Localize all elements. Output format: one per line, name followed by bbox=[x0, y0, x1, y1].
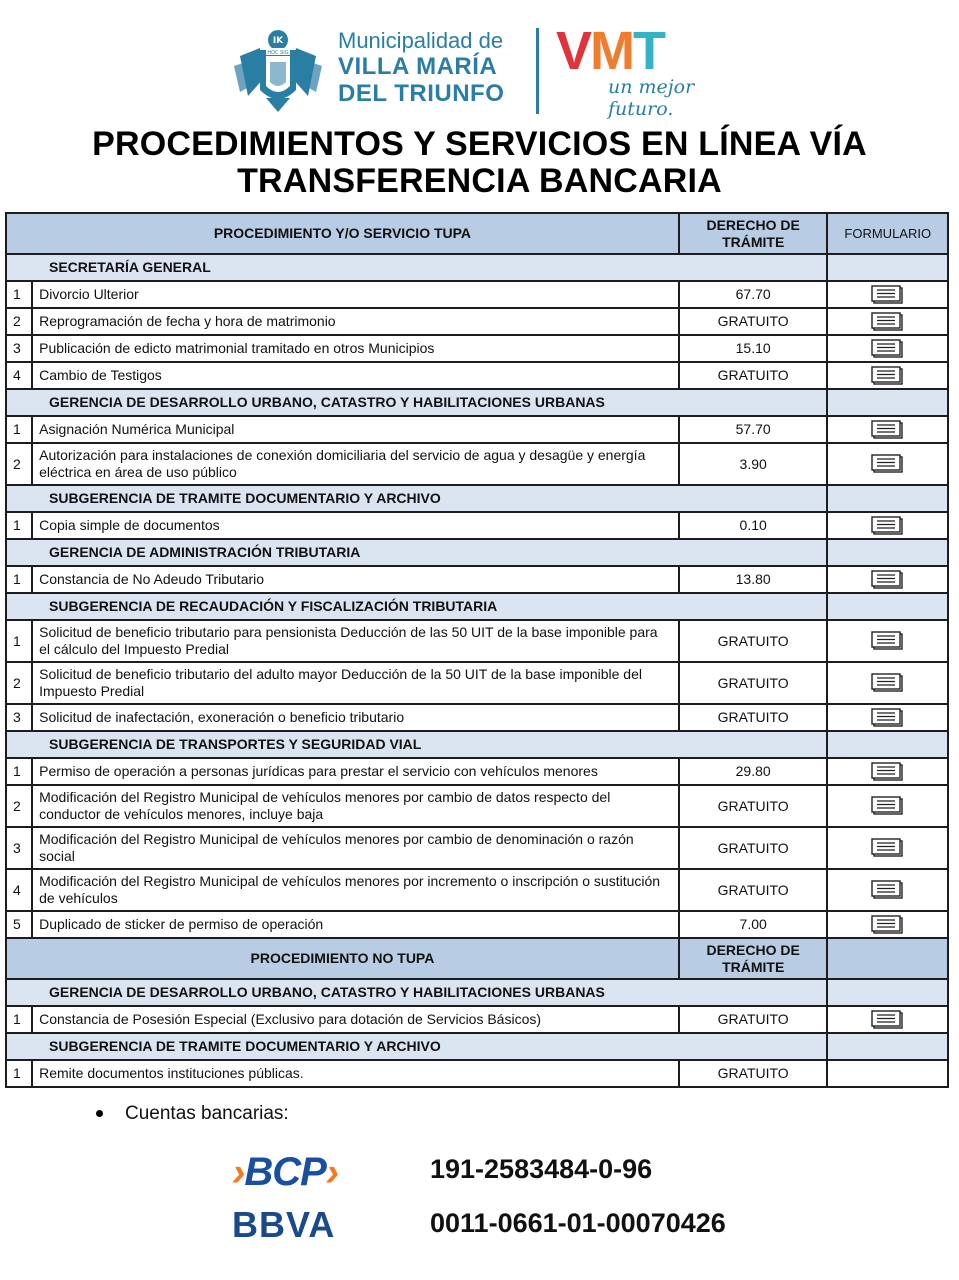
table-row bbox=[6, 335, 948, 362]
form-document-icon[interactable] bbox=[871, 570, 905, 586]
section-form-cell bbox=[827, 389, 948, 416]
table-row bbox=[6, 308, 948, 335]
bbva-logo-text: BBVA bbox=[232, 1204, 336, 1245]
row-form-cell bbox=[827, 758, 948, 785]
section-form-cell bbox=[827, 731, 948, 758]
section-row bbox=[6, 979, 948, 1006]
row-description: Solicitud de inafectación, exoneración o beneficio tributario bbox=[32, 704, 679, 731]
table-row bbox=[6, 620, 948, 662]
row-number: 1 bbox=[6, 758, 32, 785]
page-title bbox=[0, 126, 959, 200]
section-title: SUBGERENCIA DE TRAMITE DOCUMENTARIO Y ARCHIVO bbox=[6, 485, 827, 512]
form-document-icon[interactable] bbox=[871, 339, 905, 355]
row-form-cell bbox=[827, 512, 948, 539]
row-form-cell bbox=[827, 362, 948, 389]
bcp-account-number: 191-2583484-0-96 bbox=[430, 1154, 653, 1184]
form-document-icon[interactable] bbox=[871, 881, 905, 897]
title-line-1: PROCEDIMIENTOS Y SERVICIOS EN LÍNEA VÍA bbox=[92, 125, 867, 163]
table-row bbox=[6, 443, 948, 485]
row-fee: GRATUITO bbox=[679, 785, 828, 827]
form-document-icon[interactable] bbox=[871, 632, 905, 648]
bbva-logo-icon bbox=[232, 1204, 335, 1246]
row-form-cell bbox=[827, 662, 948, 704]
table-row bbox=[6, 704, 948, 731]
table-row bbox=[6, 911, 948, 938]
row-number: 1 bbox=[6, 512, 32, 539]
section-title: SUBGERENCIA DE RECAUDACIÓN Y FISCALIZACIÓN TRIBUTARIA bbox=[6, 593, 827, 620]
bank-row-bcp bbox=[232, 1150, 792, 1196]
row-fee: 29.80 bbox=[679, 758, 828, 785]
section-row bbox=[6, 1033, 948, 1060]
table-row bbox=[6, 662, 948, 704]
table-row bbox=[6, 869, 948, 911]
row-fee: 3.90 bbox=[679, 443, 828, 485]
table-row bbox=[6, 362, 948, 389]
header-fee-cell: DERECHO DE TRÁMITE bbox=[679, 213, 828, 254]
row-fee: 0.10 bbox=[679, 512, 828, 539]
table-row bbox=[6, 785, 948, 827]
row-number: 2 bbox=[6, 785, 32, 827]
table-row bbox=[6, 1060, 948, 1087]
table-row bbox=[6, 281, 948, 308]
muni-line-2: VILLA MARÍA bbox=[338, 53, 498, 80]
section-title: GERENCIA DE ADMINISTRACIÓN TRIBUTARIA bbox=[6, 539, 827, 566]
row-fee: 67.70 bbox=[679, 281, 828, 308]
section-title: SECRETARÍA GENERAL bbox=[6, 254, 827, 281]
vmt-logo: VMT bbox=[556, 21, 665, 81]
row-form-cell bbox=[827, 416, 948, 443]
row-form-cell bbox=[827, 785, 948, 827]
bullet-icon bbox=[96, 1110, 103, 1117]
row-number: 4 bbox=[6, 869, 32, 911]
bcp-logo-text: BCP bbox=[244, 1150, 326, 1194]
form-document-icon[interactable] bbox=[871, 420, 905, 436]
section-form-cell bbox=[827, 1033, 948, 1060]
row-fee: GRATUITO bbox=[679, 662, 828, 704]
row-fee: 15.10 bbox=[679, 335, 828, 362]
form-document-icon[interactable] bbox=[871, 455, 905, 471]
row-form-cell bbox=[827, 308, 948, 335]
form-document-icon[interactable] bbox=[871, 915, 905, 931]
row-number: 1 bbox=[6, 1006, 32, 1033]
row-description: Permiso de operación a personas jurídicas para prestar el servicio con vehículos menores bbox=[32, 758, 679, 785]
vmt-slogan: un mejor futuro. bbox=[608, 76, 695, 120]
row-form-cell bbox=[827, 827, 948, 869]
row-number: 1 bbox=[6, 1060, 32, 1087]
row-form-cell bbox=[827, 704, 948, 731]
row-form-cell bbox=[827, 620, 948, 662]
municipality-name bbox=[338, 30, 504, 106]
row-description: Constancia de No Adeudo Tributario bbox=[32, 566, 679, 593]
section-form-cell bbox=[827, 593, 948, 620]
row-form-cell bbox=[827, 281, 948, 308]
row-fee: 7.00 bbox=[679, 911, 828, 938]
row-description: Modificación del Registro Municipal de vehículos menores por cambio de denominación o razón social bbox=[32, 827, 679, 869]
row-description: Modificación del Registro Municipal de vehículos menores por cambio de datos respecto del conductor de vehículos menores, incluye baja bbox=[32, 785, 679, 827]
bbva-account-number: 0011-0661-01-00070426 bbox=[430, 1208, 726, 1238]
row-description: Solicitud de beneficio tributario para pensionista Deducción de las 50 UIT de la base imponible para el cálculo del Impuesto Predial bbox=[32, 620, 679, 662]
row-number: 3 bbox=[6, 827, 32, 869]
table-row bbox=[6, 758, 948, 785]
header-form-cell bbox=[827, 938, 948, 979]
header-logos bbox=[230, 21, 750, 120]
section-form-cell bbox=[827, 254, 948, 281]
crest-initials: IK bbox=[272, 36, 284, 46]
row-form-cell bbox=[827, 335, 948, 362]
section-row bbox=[6, 254, 948, 281]
row-description: Divorcio Ulterior bbox=[32, 281, 679, 308]
table-row bbox=[6, 416, 948, 443]
row-fee: GRATUITO bbox=[679, 704, 828, 731]
row-description: Modificación del Registro Municipal de vehículos menores por incremento o inscripción o sustitución de vehículos bbox=[32, 869, 679, 911]
row-number: 2 bbox=[6, 662, 32, 704]
form-document-icon[interactable] bbox=[871, 797, 905, 813]
form-document-icon[interactable] bbox=[871, 285, 905, 301]
row-fee: 57.70 bbox=[679, 416, 828, 443]
row-number: 3 bbox=[6, 335, 32, 362]
title-line-2: TRANSFERENCIA BANCARIA bbox=[237, 162, 722, 200]
row-number: 4 bbox=[6, 362, 32, 389]
bank-accounts-label: Cuentas bancarias: bbox=[125, 1103, 289, 1124]
crest-banner: HOC SIG bbox=[267, 50, 289, 56]
section-form-cell bbox=[827, 539, 948, 566]
row-fee: GRATUITO bbox=[679, 869, 828, 911]
row-form-cell bbox=[827, 566, 948, 593]
header-fee-cell: DERECHO DE TRÁMITE bbox=[679, 938, 828, 979]
form-document-icon[interactable] bbox=[871, 839, 905, 855]
section-title: GERENCIA DE DESARROLLO URBANO, CATASTRO Y HABILITACIONES URBANAS bbox=[6, 389, 827, 416]
row-fee: GRATUITO bbox=[679, 308, 828, 335]
row-description: Remite documentos instituciones públicas. bbox=[32, 1060, 679, 1087]
logo-divider bbox=[536, 28, 539, 114]
header-form-cell: FORMULARIO bbox=[827, 213, 948, 254]
row-number: 1 bbox=[6, 416, 32, 443]
section-row bbox=[6, 593, 948, 620]
section-title: SUBGERENCIA DE TRANSPORTES Y SEGURIDAD VIAL bbox=[6, 731, 827, 758]
bcp-logo-icon: ›BCP› bbox=[232, 1150, 339, 1194]
row-fee: GRATUITO bbox=[679, 1060, 828, 1087]
table-row bbox=[6, 827, 948, 869]
table-row bbox=[6, 566, 948, 593]
row-description: Cambio de Testigos bbox=[32, 362, 679, 389]
row-description: Duplicado de sticker de permiso de operación bbox=[32, 911, 679, 938]
header-service-cell: PROCEDIMIENTO NO TUPA bbox=[6, 938, 679, 979]
row-form-cell bbox=[827, 911, 948, 938]
table-row bbox=[6, 1006, 948, 1033]
table-header-row bbox=[6, 938, 948, 979]
table-header-row bbox=[6, 213, 948, 254]
form-document-icon[interactable] bbox=[871, 1010, 905, 1026]
row-form-cell bbox=[827, 443, 948, 485]
form-document-icon[interactable] bbox=[871, 312, 905, 328]
row-form-cell bbox=[827, 869, 948, 911]
section-title: SUBGERENCIA DE TRAMITE DOCUMENTARIO Y ARCHIVO bbox=[6, 1033, 827, 1060]
bank-row-bbva bbox=[232, 1204, 792, 1250]
row-fee: GRATUITO bbox=[679, 1006, 828, 1033]
row-form-cell bbox=[827, 1060, 948, 1087]
row-description: Solicitud de beneficio tributario del adulto mayor Deducción de la 50 UIT de la base imponible del Impuesto Predial bbox=[32, 662, 679, 704]
table-row bbox=[6, 512, 948, 539]
row-fee: 13.80 bbox=[679, 566, 828, 593]
row-fee: GRATUITO bbox=[679, 827, 828, 869]
muni-line-3: DEL TRIUNFO bbox=[338, 80, 505, 107]
row-description: Asignación Numérica Municipal bbox=[32, 416, 679, 443]
bank-accounts-bullet bbox=[96, 1103, 289, 1125]
row-description: Autorización para instalaciones de conexión domiciliaria del servicio de agua y desagüe y energía eléctrica en área de uso público bbox=[32, 443, 679, 485]
row-number: 1 bbox=[6, 281, 32, 308]
row-fee: GRATUITO bbox=[679, 362, 828, 389]
section-form-cell bbox=[827, 979, 948, 1006]
row-description: Publicación de edicto matrimonial tramitado en otros Municipios bbox=[32, 335, 679, 362]
form-document-icon[interactable] bbox=[871, 366, 905, 382]
row-description: Reprogramación de fecha y hora de matrimonio bbox=[32, 308, 679, 335]
row-description: Constancia de Posesión Especial (Exclusivo para dotación de Servicios Básicos) bbox=[32, 1006, 679, 1033]
form-document-icon[interactable] bbox=[871, 708, 905, 724]
section-form-cell bbox=[827, 485, 948, 512]
row-form-cell bbox=[827, 1006, 948, 1033]
row-number: 1 bbox=[6, 620, 32, 662]
section-row bbox=[6, 539, 948, 566]
form-document-icon[interactable] bbox=[871, 674, 905, 690]
row-fee: GRATUITO bbox=[679, 620, 828, 662]
row-number: 2 bbox=[6, 308, 32, 335]
row-number: 3 bbox=[6, 704, 32, 731]
row-description: Copia simple de documentos bbox=[32, 512, 679, 539]
procedures-table bbox=[5, 212, 949, 1088]
row-number: 2 bbox=[6, 443, 32, 485]
muni-line-1: Municipalidad de bbox=[338, 28, 504, 53]
form-document-icon[interactable] bbox=[871, 762, 905, 778]
section-title: GERENCIA DE DESARROLLO URBANO, CATASTRO Y HABILITACIONES URBANAS bbox=[6, 979, 827, 1006]
form-document-icon[interactable] bbox=[871, 516, 905, 532]
row-number: 5 bbox=[6, 911, 32, 938]
header-service-cell: PROCEDIMIENTO Y/O SERVICIO TUPA bbox=[6, 213, 679, 254]
section-row bbox=[6, 731, 948, 758]
section-row bbox=[6, 389, 948, 416]
section-row bbox=[6, 485, 948, 512]
row-number: 1 bbox=[6, 566, 32, 593]
municipal-crest-icon bbox=[230, 26, 326, 114]
